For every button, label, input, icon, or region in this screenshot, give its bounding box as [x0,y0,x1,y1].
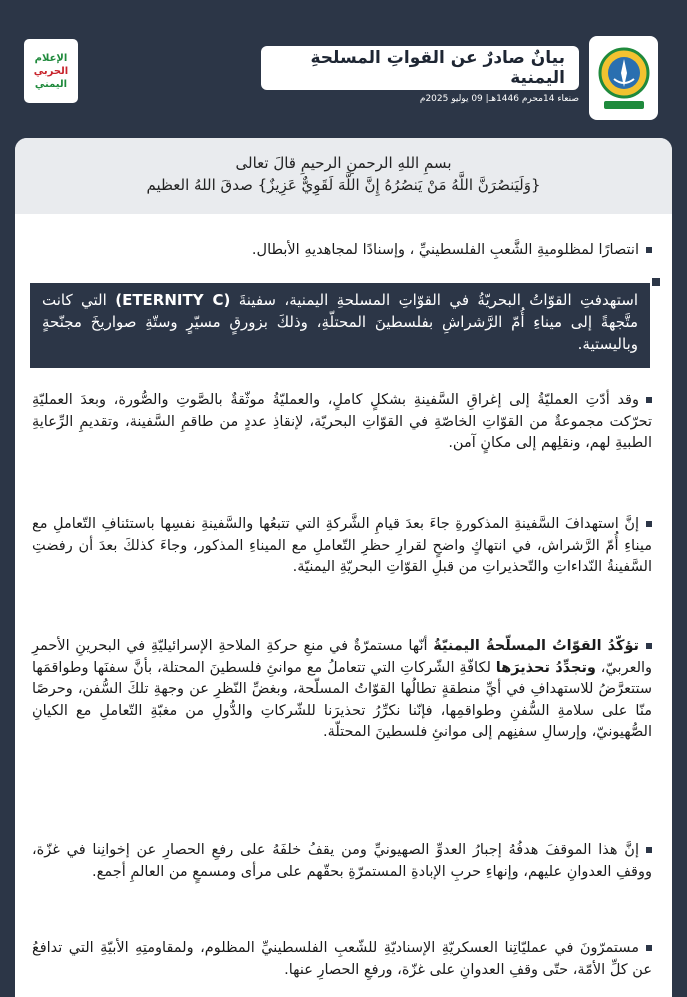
paragraph-7 [32,938,652,981]
paragraph-5-text-a: أنّها مستمرّةٌ في منعِ حركةِ الملاحةِ الإسرائيليّةِ في البحرينِ الأحمرِ والعربيّ، [32,638,653,676]
paragraph-7-text: مستمرّونَ في عمليّاتِنا العسكريّةِ الإسناديّةِ للشّعبِ الفلسطينيِّ المظلوم، ولمقاومتِهِ الأبيّةِ التي تدافعُ عن كلِّ الأمّة، حتّى وقفِ العدوانِ على غزّة، ورفعِ الحصارِ عنها. [32,940,652,978]
statement-title-bar [261,46,579,90]
basmala-line: بسمِ اللهِ الرحمنِ الرحيمِ قالَ تعالى [235,154,452,172]
logo-line-1: الإعلام [34,52,68,64]
quran-verse: {وَلَيَنصُرَنَّ اللَّهُ مَنْ يَنصُرُهُ إِنَّ اللَّهَ لَقَوِيٌّ عَزِيزٌ} صدقَ اللهُ العظيم [146,176,541,194]
paragraph-4 [32,514,652,579]
bullet-icon [646,397,652,403]
paragraph-5-bold-1: تؤكّدُ القوّاتُ المسلّحةُ اليمنيّةُ [433,638,640,654]
logo-line-3: اليمني [34,78,68,90]
military-media-logo [24,39,78,103]
paragraph-1 [32,240,652,262]
statement-page [15,138,672,997]
ship-name: (ETERNITY C) [115,291,231,309]
paragraph-5-bold-2: وتجدِّدُ تحذيرَها [495,659,596,676]
bullet-icon [646,847,652,853]
paragraph-6-text: إنَّ هذا الموقفَ هدفُهُ إجبارُ العدوِّ الصهيونيِّ ومن يقفُ خلفَهُ على رفعِ الحصارِ عن إخوانِنا في غزّة، ووقفِ العدوانِ عليهم، وإنهاءِ حربِ الإبادةِ المستمرّةِ بحقّهم على مرأى ومسمعٍ من العالمِ أجمع. [32,842,652,880]
paragraph-3 [32,390,652,455]
bullet-icon [646,945,652,951]
armed-forces-emblem [589,36,658,120]
statement-date: صنعاء 14محرم 1446هـ| 09 يوليو 2025م [419,94,579,104]
highlight-text-a: استهدفتِ القوّاتُ البحريّةُ في القوّاتِ المسلحةِ اليمنية، سفينةَ [238,291,638,309]
bullet-icon [646,643,652,649]
statement-title: بيانٌ صادرٌ عن القواتِ المسلحةِ اليمنية [310,48,565,88]
highlight-paragraph [30,283,650,368]
highlight-text-b: التي كانت متَّجهةً إلى ميناءِ أُمّ الرَّشراشِ بفلسطينَ المحتلّةِ، وذلكَ بزورقٍ مسيّرٍ وستّةِ صواريخَ مجنّحةٍ وباليستية. [42,291,638,353]
paragraph-5 [32,636,652,744]
logo-line-2: الحربي [33,65,69,77]
bullet-icon [652,278,660,286]
paragraph-5-text-b: لكافّةِ الشّركاتِ التي تتعاملُ مع موانئِ فلسطينَ المحتلة، بأنَّ سفنَها وطواقمَها ستتعرَّضُ للاستهدافِ في أيِّ منطقةٍ تطالُها القوّاتُ المسلّحة، وبغضِّ النّظرِ عن وجهةِ تلكَ السُّفن، وحرصًا منّا على سلامةِ السُّفنِ وطواقمِها، فإنّنا نكرِّرُ تحذيرَنا للشّركاتِ والدُّولِ من مغبّةِ التّعاملِ مع الكيانِ الصُّهيونيّ، وإرسالِ سفنِهم إلى موانئِ فلسطينَ المحتلّة. [32,659,652,740]
paragraph-3-text: وقد أدّتِ العمليّةُ إلى إغراقِ السَّفينةِ بشكلٍ كاملٍ، والعمليّةُ موثّقةٌ بالصَّوتِ والصُّورة، وبعدَ العمليّةِ تحرّكت مجموعةٌ من القوّاتِ الخاصّةِ في القوّاتِ البحريّة، لإنقاذِ عددٍ من طاقمِ السَّفينة، وتقديمِ الرِّعايةِ الطبيةِ لهم، ونقلِهم إلى مكانٍ آمن. [32,392,652,451]
bullet-icon [646,247,652,253]
emblem-icon [596,43,652,113]
basmala-box [15,138,672,214]
paragraph-6 [32,840,652,883]
paragraph-4-text: إنَّ استهدافَ السَّفينةِ المذكورةِ جاءَ بعدَ قيامِ الشَّركةِ التي تتبعُها والسَّفينةِ نفسِها باستئنافِ التّعاملِ مع ميناءِ أُمّ الرَّشراش، في انتهاكٍ واضحٍ لقرارِ حظرِ التّعاملِ مع الميناءِ المذكور، وجاءَ كذلكَ بعدَ أن رفضتِ السَّفينةُ النّداءاتِ والتّحذيراتِ من قبلِ القوّاتِ البحريّةِ اليمنيّة. [32,516,652,575]
paragraph-1-text: انتصارًا لمظلوميةِ الشَّعبِ الفلسطينيِّ ، وإسنادًا لمجاهديهِ الأبطال. [251,242,639,258]
header [0,0,687,130]
bullet-icon [646,521,652,527]
